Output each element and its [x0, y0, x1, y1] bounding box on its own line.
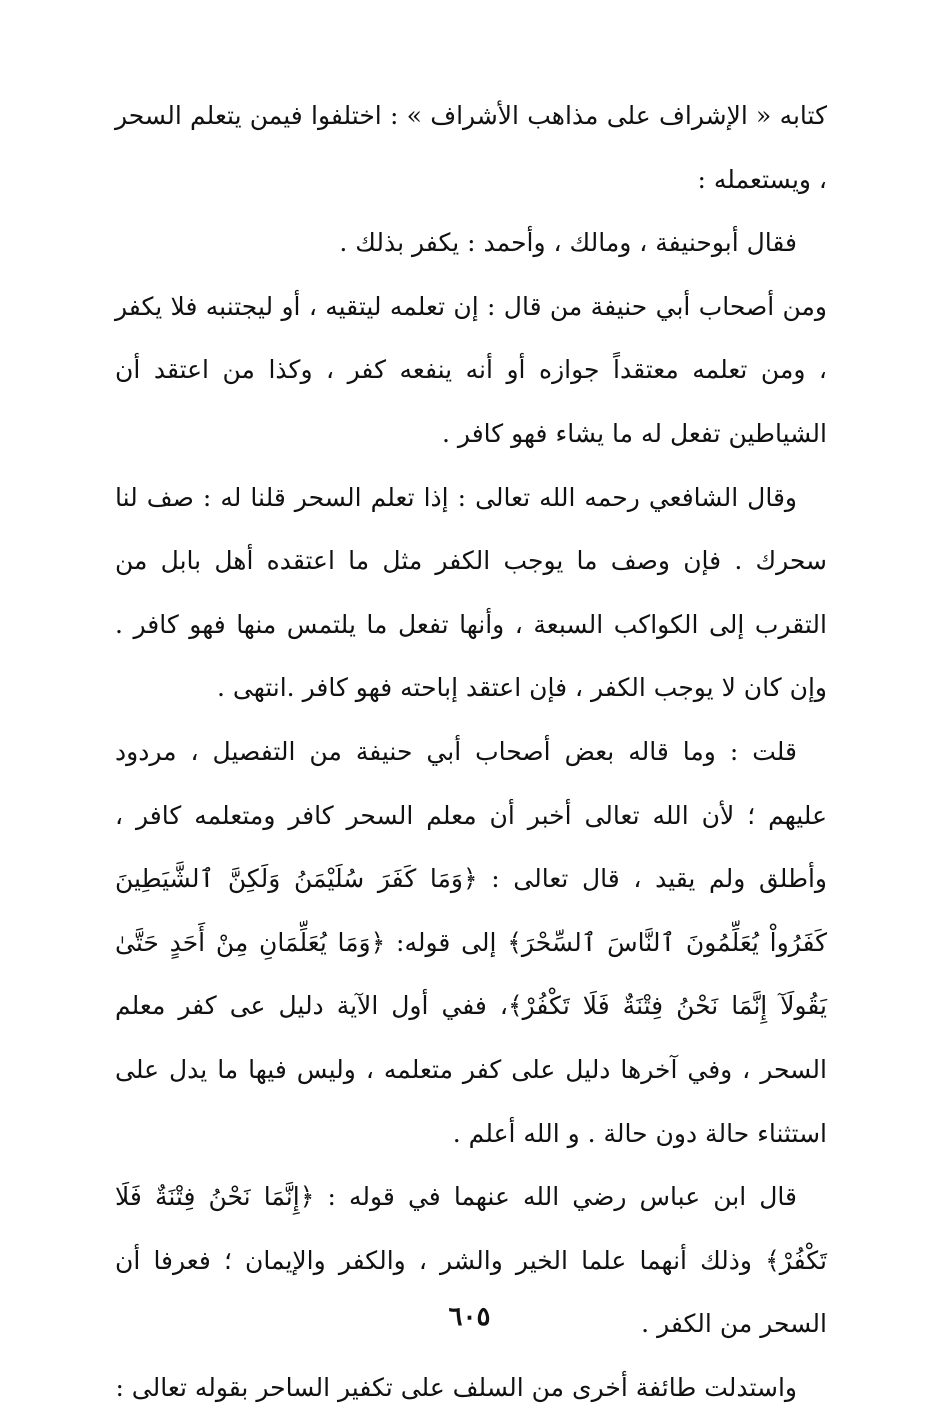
paragraph: قلت : وما قاله بعض أصحاب أبي حنيفة من التفصيل ، مردود عليهم ؛ لأن الله تعالى أخبر أن معلم السحر كافر ومتعلمه كافر ، وأطلق ولم يقيد ، قال تعالى : ﴿وَمَا كَفَرَ سُلَيْمَنُ وَلَكِنَّ ٱلشَّيَطِينَ كَفَرُواْ يُعَلِّمُونَ ٱلنَّاسَ ٱلسِّحْرَ﴾ إلى قوله: ﴿وَمَا يُعَلِّمَانِ مِنْ أَحَدٍ حَتَّىٰ يَقُولَآ إِنَّمَا نَحْنُ فِتْنَةٌ فَلَا تَكْفُرْ﴾، ففي أول الآية دليل عى كفر معلم السحر ، وفي آخرها دليل على كفر متعلمه ، وليس فيها ما يدل على استثناء حالة دون حالة . و الله أعلم . — [115, 736, 827, 1148]
paragraph: ومن أصحاب أبي حنيفة من قال : إن تعلمه ليتقيه ، أو ليجتنبه فلا يكفر ، ومن تعلمه معتقداً جوازه أو أنه ينفعه كفر ، وكذا من اعتقد أن الشياطين تفعل له ما يشاء فهو كافر . — [115, 291, 827, 448]
paragraph: فقال أبوحنيفة ، ومالك ، وأحمد : يكفر بذلك . — [339, 228, 797, 258]
page-number: ٦٠٥ — [448, 1302, 491, 1332]
paragraph: واستدلت طائفة أخرى من السلف على تكفير الساحر بقوله تعالى : — [115, 1372, 797, 1402]
page-body-text — [115, 84, 827, 1419]
paragraph: كتابه « الإشراف على مذاهب الأشراف » : اختلفوا فيمن يتعلم السحر ، ويستعمله : — [115, 101, 827, 194]
paragraph: وقال الشافعي رحمه الله تعالى : إذا تعلم السحر قلنا له : صف لنا سحرك . فإن وصف ما يوجب الكفر مثل ما اعتقده أهل بابل من التقرب إلى الكواكب السبعة ، وأنها تفعل ما يلتمس منها فهو كافر . وإن كان لا يوجب الكفر ، فإن اعتقد إباحته فهو كافر .انتهى . — [115, 482, 827, 703]
paragraph: قال ابن عباس رضي الله عنهما في قوله : ﴿إِنَّمَا نَحْنُ فِتْنَةٌ فَلَا تَكْفُرْ﴾ وذلك أنهما علما الخير والشر ، والكفر والإيمان ؛ فعرفا أن السحر من الكفر . — [115, 1182, 827, 1339]
